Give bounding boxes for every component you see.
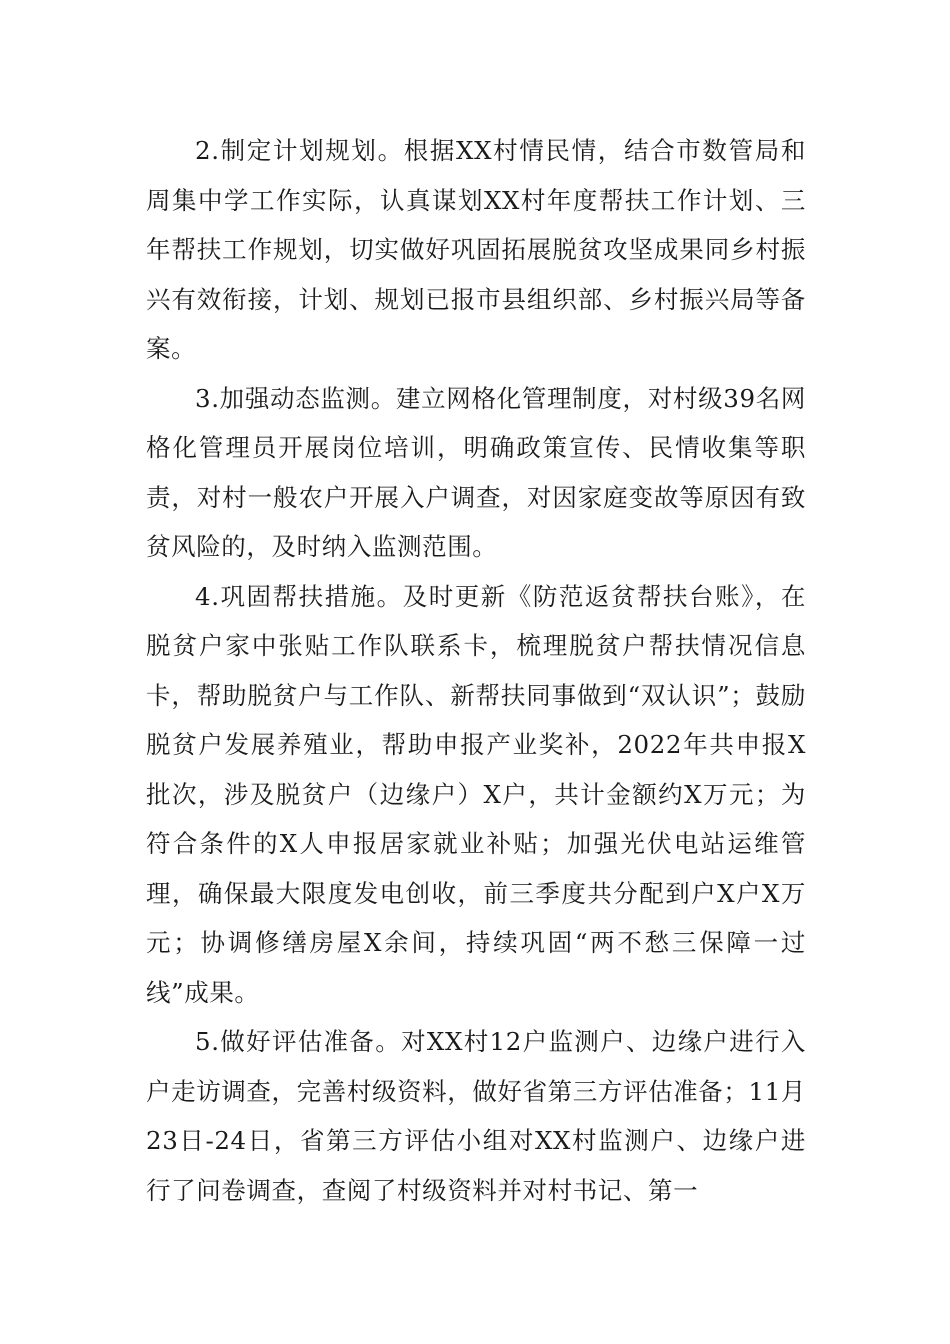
paragraph-monitoring: 3.加强动态监测。建立网格化管理制度，对村级39名网格化管理员开展岗位培训，明确政策宣传、民情收集等职责，对村一般农户开展入户调查，对因家庭变故等原因有致贫风险的，及时纳入监测范围。: [146, 383, 806, 561]
paragraph-plan: 2.制定计划规划。根据XX村情民情，结合市数管局和周集中学工作实际，认真谋划XX村年度帮扶工作计划、三年帮扶工作规划，切实做好巩固拓展脱贫攻坚成果同乡村振兴有效衔接，计划、规划已报市县组织部、乡村振兴局等备案。: [146, 136, 806, 363]
paragraph-assistance: 4.巩固帮扶措施。及时更新《防范返贫帮扶台账》，在脱贫户家中张贴工作队联系卡，梳理脱贫户帮扶情况信息卡，帮助脱贫户与工作队、新帮扶同事做到“双认识”；鼓励脱贫户发展养殖业，帮助申报产业奖补，2022年共申报X批次，涉及脱贫户（边缘户）X户，共计金额约X万元；为符合条件的X人申报居家就业补贴；加强光伏电站运维管理，确保最大限度发电创收，前三季度共分配到户X户X万元；协调修缮房屋X余间，持续巩固“两不愁三保障一过线”成果。: [146, 581, 806, 1007]
document-body: [146, 126, 806, 1215]
paragraph-evaluation: 5.做好评估准备。对XX村12户监测户、边缘户进行入户走访调查，完善村级资料，做好省第三方评估准备；11月23日-24日，省第三方评估小组对XX村监测户、边缘户进行了问卷调查，查阅了村级资料并对村书记、第一: [146, 1027, 806, 1205]
